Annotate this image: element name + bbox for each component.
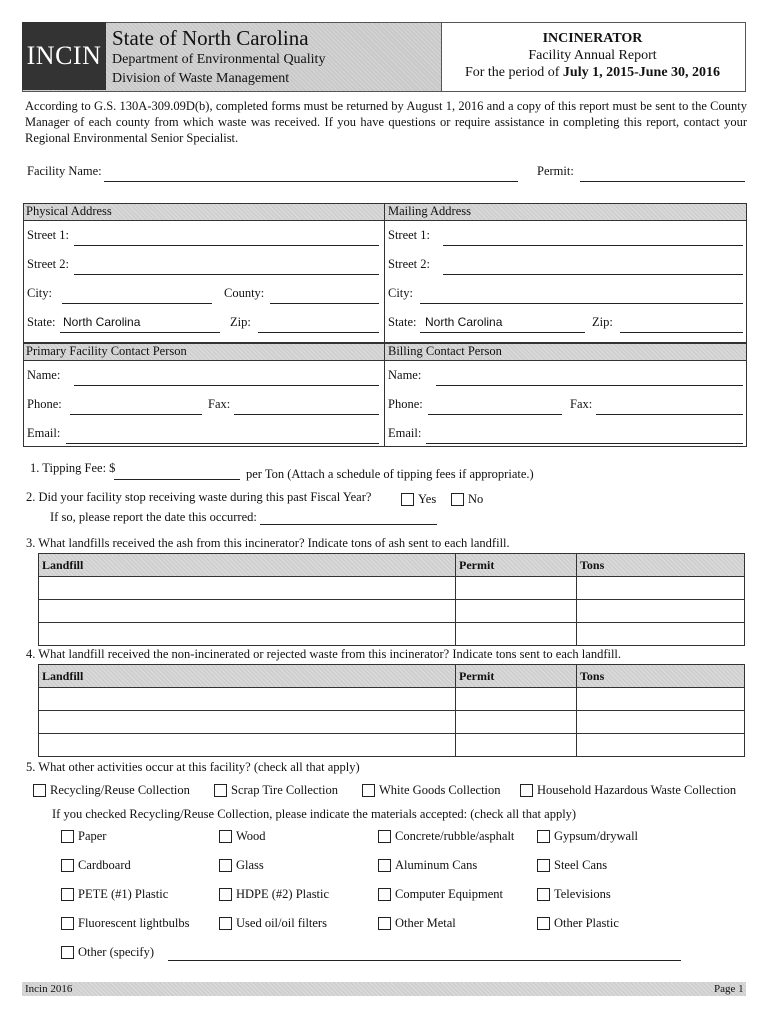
permit-label: Permit: bbox=[537, 164, 574, 178]
table-row[interactable] bbox=[39, 734, 745, 757]
landfill-cell[interactable] bbox=[39, 711, 456, 734]
activity-checkbox-scrap-tire[interactable] bbox=[214, 784, 227, 797]
period-prefix: For the period of bbox=[464, 65, 563, 80]
billing-phone-field[interactable] bbox=[428, 414, 562, 415]
material-checkbox[interactable] bbox=[378, 830, 391, 843]
q2-no-checkbox[interactable] bbox=[451, 493, 464, 506]
intro-paragraph: According to G.S. 130A-309.09D(b), completed forms must be returned by August 1, 2016 and a copy of this report must be sent to the County Manager of each county from which waste was received. If you have questions or require assistance in completing this report, contact your Regional Environmental Senior Specialist. bbox=[25, 99, 747, 145]
period-dates: July 1, 2015-June 30, 2016 bbox=[562, 65, 721, 80]
footer-form-id: Incin 2016 bbox=[25, 983, 73, 995]
mailing-zip-field[interactable] bbox=[620, 332, 743, 333]
material-label: Gypsum/drywall bbox=[554, 829, 639, 843]
material-checkbox[interactable] bbox=[537, 917, 550, 930]
material-checkbox[interactable] bbox=[378, 888, 391, 901]
mailing-state-label: State: bbox=[388, 315, 417, 329]
table-row[interactable] bbox=[39, 577, 745, 600]
q2-yes-label: Yes bbox=[418, 492, 437, 506]
q4-label: 4. What landfill received the non-incinerated or rejected waste from this incinerator? Indicate tons sent to each landfill. bbox=[26, 647, 622, 661]
primary-fax-label: Fax: bbox=[208, 397, 231, 411]
table-header-row bbox=[39, 554, 745, 577]
reporting-period bbox=[440, 65, 745, 81]
column-header-tons: Tons bbox=[577, 554, 745, 577]
landfill-cell[interactable] bbox=[39, 600, 456, 623]
tons-cell[interactable] bbox=[577, 734, 745, 757]
q4-table bbox=[38, 664, 745, 757]
billing-email-label: Email: bbox=[388, 426, 422, 440]
mailing-street1-field[interactable] bbox=[443, 245, 743, 246]
q2-label: 2. Did your facility stop receiving waste during this past Fiscal Year? bbox=[26, 490, 372, 504]
table-row[interactable] bbox=[39, 600, 745, 623]
material-label: Other Plastic bbox=[554, 916, 619, 930]
mailing-street1-label: Street 1: bbox=[388, 228, 431, 242]
material-label: Fluorescent lightbulbs bbox=[78, 916, 190, 930]
form-code-badge: INCIN bbox=[22, 22, 106, 90]
billing-contact-title: Billing Contact Person bbox=[388, 344, 502, 358]
primary-phone-label: Phone: bbox=[27, 397, 62, 411]
permit-cell[interactable] bbox=[456, 577, 577, 600]
q5-followup: If you checked Recycling/Reuse Collection, please indicate the materials accepted: (check all that apply) bbox=[52, 807, 577, 821]
primary-email-field[interactable] bbox=[66, 443, 379, 444]
primary-name-field[interactable] bbox=[74, 385, 379, 386]
activity-checkbox-household-hazardous[interactable] bbox=[520, 784, 533, 797]
table-row[interactable] bbox=[39, 711, 745, 734]
physical-address-title: Physical Address bbox=[26, 204, 112, 218]
department-name: Department of Environmental Quality bbox=[112, 52, 326, 67]
facility-name-label: Facility Name: bbox=[27, 164, 102, 178]
mailing-street2-field[interactable] bbox=[443, 274, 743, 275]
permit-field[interactable] bbox=[580, 181, 745, 182]
table-row[interactable] bbox=[39, 623, 745, 646]
material-label: Computer Equipment bbox=[395, 887, 503, 901]
material-checkbox[interactable] bbox=[537, 859, 550, 872]
q1-label: 1. Tipping Fee: $ bbox=[30, 461, 116, 475]
primary-name-label: Name: bbox=[27, 368, 61, 382]
landfill-cell[interactable] bbox=[39, 577, 456, 600]
material-checkbox[interactable] bbox=[61, 859, 74, 872]
material-label: Other Metal bbox=[395, 916, 456, 930]
primary-fax-field[interactable] bbox=[234, 414, 379, 415]
column-header-landfill: Landfill bbox=[39, 554, 456, 577]
material-label: Aluminum Cans bbox=[395, 858, 478, 872]
form-title: INCINERATOR bbox=[542, 31, 643, 46]
activity-checkbox-white-goods[interactable] bbox=[362, 784, 375, 797]
mailing-state-field bbox=[420, 332, 585, 333]
physical-street2-field[interactable] bbox=[74, 274, 379, 275]
mailing-address-title: Mailing Address bbox=[388, 204, 471, 218]
permit-cell[interactable] bbox=[456, 600, 577, 623]
column-header-landfill: Landfill bbox=[39, 665, 456, 688]
material-label: Paper bbox=[78, 829, 107, 843]
mailing-state-value[interactable]: North Carolina bbox=[425, 315, 503, 329]
mailing-zip-label: Zip: bbox=[592, 315, 613, 329]
landfill-cell[interactable] bbox=[39, 623, 456, 646]
tons-cell[interactable] bbox=[577, 711, 745, 734]
physical-zip-label: Zip: bbox=[230, 315, 251, 329]
contact-divider bbox=[384, 343, 385, 446]
permit-cell[interactable] bbox=[456, 623, 577, 646]
table-row[interactable] bbox=[39, 688, 745, 711]
material-checkbox[interactable] bbox=[537, 830, 550, 843]
footer-page-number: Page 1 bbox=[714, 983, 744, 995]
physical-city-field[interactable] bbox=[62, 303, 212, 304]
material-label: Used oil/oil filters bbox=[236, 916, 327, 930]
material-label: HDPE (#2) Plastic bbox=[236, 887, 330, 901]
material-checkbox[interactable] bbox=[219, 888, 232, 901]
q2-date-field[interactable] bbox=[260, 524, 437, 525]
material-label: Wood bbox=[236, 829, 266, 843]
tons-cell[interactable] bbox=[577, 600, 745, 623]
material-label: PETE (#1) Plastic bbox=[78, 887, 169, 901]
physical-county-field[interactable] bbox=[270, 303, 379, 304]
q5-label: 5. What other activities occur at this facility? (check all that apply) bbox=[26, 760, 360, 774]
landfill-cell[interactable] bbox=[39, 734, 456, 757]
billing-email-field[interactable] bbox=[426, 443, 743, 444]
column-header-permit: Permit bbox=[456, 665, 577, 688]
column-header-tons: Tons bbox=[577, 665, 745, 688]
primary-contact-title: Primary Facility Contact Person bbox=[26, 344, 187, 358]
activity-label-recycling: Recycling/Reuse Collection bbox=[50, 783, 190, 797]
mailing-city-field[interactable] bbox=[420, 303, 743, 304]
activity-label-scrap-tire: Scrap Tire Collection bbox=[231, 783, 338, 797]
mailing-city-label: City: bbox=[388, 286, 414, 300]
landfill-cell[interactable] bbox=[39, 688, 456, 711]
material-checkbox[interactable] bbox=[537, 888, 550, 901]
material-checkbox[interactable] bbox=[61, 888, 74, 901]
tons-cell[interactable] bbox=[577, 688, 745, 711]
division-name: Division of Waste Management bbox=[112, 71, 290, 86]
other-material-field[interactable] bbox=[168, 960, 681, 961]
physical-zip-field[interactable] bbox=[258, 332, 379, 333]
q2-yes-checkbox[interactable] bbox=[401, 493, 414, 506]
physical-state-value[interactable]: North Carolina bbox=[63, 315, 141, 329]
physical-county-label: County: bbox=[224, 286, 265, 300]
facility-name-field[interactable] bbox=[104, 181, 518, 182]
material-checkbox[interactable] bbox=[219, 859, 232, 872]
permit-cell[interactable] bbox=[456, 688, 577, 711]
physical-state-label: State: bbox=[27, 315, 56, 329]
mailing-street2-label: Street 2: bbox=[388, 257, 431, 271]
material-checkbox[interactable] bbox=[61, 917, 74, 930]
tons-cell[interactable] bbox=[577, 623, 745, 646]
other-material-checkbox[interactable] bbox=[61, 946, 74, 959]
address-divider bbox=[384, 203, 385, 342]
physical-street1-label: Street 1: bbox=[27, 228, 70, 242]
form-subtitle: Facility Annual Report bbox=[528, 48, 657, 63]
permit-cell[interactable] bbox=[456, 734, 577, 757]
material-checkbox[interactable] bbox=[378, 917, 391, 930]
tons-cell[interactable] bbox=[577, 577, 745, 600]
physical-state-field bbox=[60, 332, 220, 333]
material-checkbox[interactable] bbox=[61, 830, 74, 843]
footer-bar bbox=[22, 982, 746, 996]
physical-city-label: City: bbox=[27, 286, 53, 300]
primary-email-label: Email: bbox=[27, 426, 61, 440]
header-right-panel bbox=[440, 22, 746, 92]
table-header-row bbox=[39, 665, 745, 688]
column-header-permit: Permit bbox=[456, 554, 577, 577]
q2-followup: If so, please report the date this occurred: bbox=[50, 510, 257, 524]
state-title: State of North Carolina bbox=[112, 26, 309, 50]
primary-phone-field[interactable] bbox=[70, 414, 202, 415]
billing-fax-field[interactable] bbox=[596, 414, 743, 415]
other-material-label: Other (specify) bbox=[78, 945, 155, 959]
physical-street2-label: Street 2: bbox=[27, 257, 70, 271]
billing-name-label: Name: bbox=[388, 368, 422, 382]
q2-no-label: No bbox=[468, 492, 484, 506]
q3-table bbox=[38, 553, 745, 646]
activity-label-household-hazardous: Household Hazardous Waste Collection bbox=[537, 783, 737, 797]
activity-label-white-goods: White Goods Collection bbox=[379, 783, 501, 797]
material-label: Glass bbox=[236, 858, 264, 872]
q3-label: 3. What landfills received the ash from this incinerator? Indicate tons of ash sent to each landfill. bbox=[26, 536, 510, 550]
material-checkbox[interactable] bbox=[219, 917, 232, 930]
material-label: Televisions bbox=[554, 887, 611, 901]
material-label: Steel Cans bbox=[554, 858, 608, 872]
material-label: Concrete/rubble/asphalt bbox=[395, 829, 515, 843]
billing-phone-label: Phone: bbox=[388, 397, 423, 411]
material-checkbox[interactable] bbox=[378, 859, 391, 872]
physical-street1-field[interactable] bbox=[74, 245, 379, 246]
q1-suffix: per Ton (Attach a schedule of tipping fees if appropriate.) bbox=[246, 467, 534, 481]
permit-cell[interactable] bbox=[456, 711, 577, 734]
billing-fax-label: Fax: bbox=[570, 397, 593, 411]
billing-name-field[interactable] bbox=[436, 385, 743, 386]
material-label: Cardboard bbox=[78, 858, 131, 872]
activity-checkbox-recycling[interactable] bbox=[33, 784, 46, 797]
tipping-fee-field[interactable] bbox=[114, 479, 240, 480]
material-checkbox[interactable] bbox=[219, 830, 232, 843]
